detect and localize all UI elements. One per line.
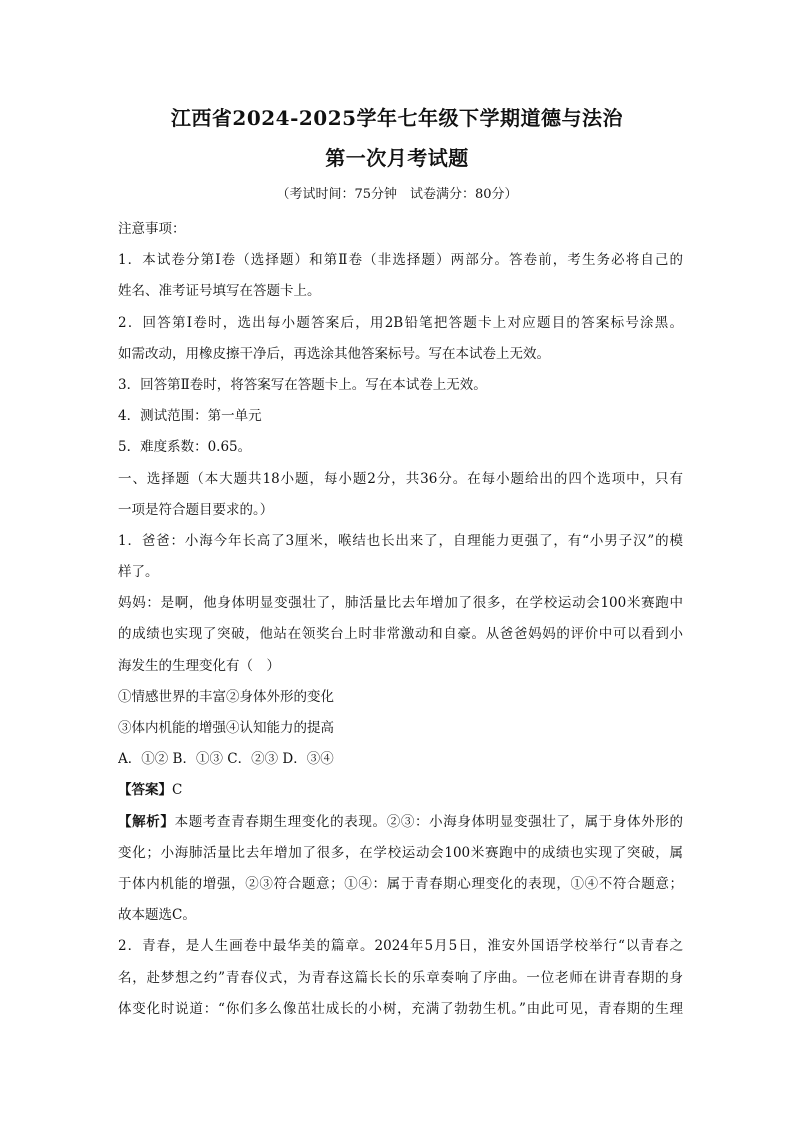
question-2-stem-line-1: 2．青春，是人生画卷中最华美的篇章。2024年5月5日，淮安外国语学校举行“以青春之 bbox=[118, 938, 683, 955]
question-1-statements-line-2: ③体内机能的增强④认知能力的提高 bbox=[118, 720, 334, 736]
notes-heading: 注意事项： bbox=[118, 221, 186, 237]
section-heading-line-2: 一项是符合题目要求的。） bbox=[118, 501, 274, 518]
question-2-stem-line-2: 名，赴梦想之约”青春仪式，为青春这篇长长的乐章奏响了序曲。一位老师在讲青春期的身 bbox=[118, 969, 683, 986]
question-1-stem-line-1: 1．爸爸：小海今年长高了3厘米，喉结也长出来了，自理能力更强了，有“小男子汉”的模 bbox=[118, 532, 683, 549]
question-2-stem-line-3: 体变化时说道：“你们多么像茁壮成长的小树，充满了勃勃生机。”由此可见，青春期的生理 bbox=[118, 1000, 683, 1017]
answer-label: 【答案】 bbox=[118, 782, 172, 799]
question-1-analysis-line-4: 故本题选C。 bbox=[118, 907, 196, 924]
exam-info: （考试时间：75分钟 试卷满分：80分） bbox=[276, 187, 518, 202]
document-body bbox=[118, 214, 683, 1025]
question-1-answer bbox=[118, 775, 683, 806]
note-item-2-line-1: 2．回答第Ⅰ卷时，选出每小题答案后，用2B铅笔把答题卡上对应题目的答案标号涂黑。 bbox=[118, 314, 683, 331]
document-title-line2: 第一次月考试题 bbox=[325, 146, 469, 170]
question-1-stem-line-4: 的成绩也实现了突破，他站在领奖台上时非常激动和自豪。从爸爸妈妈的评价中可以看到小 bbox=[118, 626, 683, 643]
question-1-analysis-line-2: 变化；小海肺活量比去年增加了很多，在学校运动会100米赛跑中的成绩也实现了突破，属 bbox=[118, 844, 683, 861]
note-item-4: 4．测试范围：第一单元 bbox=[118, 408, 262, 425]
question-1-stem-line-2: 样了。 bbox=[118, 564, 159, 581]
question-1-statements-line-1: ①情感世界的丰富②身体外形的变化 bbox=[118, 688, 334, 705]
question-1-stem-line-5: 海发生的生理变化有（ ） bbox=[118, 657, 280, 674]
note-item-5: 5．难度系数：0.65。 bbox=[118, 439, 252, 456]
question-1-options: A．①② B．①③ C．②③ D．③④ bbox=[118, 751, 334, 768]
question-1-stem-line-3: 妈妈：是啊，他身体明显变强壮了，肺活量比去年增加了很多，在学校运动会100米赛跑中 bbox=[118, 595, 683, 612]
question-1-analysis-line-1 bbox=[118, 807, 683, 838]
document-title-line1: 江西省2024-2025学年七年级下学期道德与法治 bbox=[170, 106, 624, 130]
note-item-2-line-2: 如需改动，用橡皮擦干净后，再选涂其他答案标号。写在本试卷上无效。 bbox=[118, 345, 550, 362]
note-item-1-line-2: 姓名、准考证号填写在答题卡上。 bbox=[118, 283, 321, 300]
note-item-3: 3．回答第Ⅱ卷时，将答案写在答题卡上。写在本试卷上无效。 bbox=[118, 376, 487, 393]
analysis-text: 本题考查青春期生理变化的表现。②③：小海身体明显变强壮了，属于身体外形的 bbox=[174, 813, 683, 830]
answer-value: C bbox=[172, 782, 183, 799]
section-heading-line-1: 一、选择题（本大题共18小题，每小题2分，共36分。在每小题给出的四个选项中，只有 bbox=[118, 470, 683, 487]
note-item-1-line-1: 1．本试卷分第Ⅰ卷（选择题）和第Ⅱ卷（非选择题）两部分。答卷前，考生务必将自己的 bbox=[118, 252, 683, 269]
question-1-analysis-line-3: 于体内机能的增强，②③符合题意；①④：属于青春期心理变化的表现，①④不符合题意； bbox=[118, 875, 683, 892]
analysis-label: 【解析】 bbox=[118, 813, 175, 830]
